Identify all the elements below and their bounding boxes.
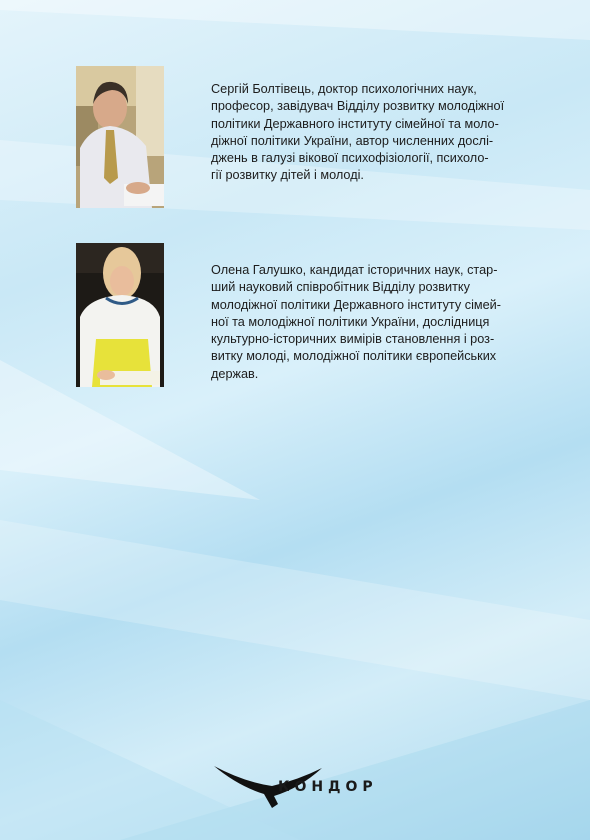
bio-line: політики Державного інституту сімейної та моло- [211,116,499,131]
bio-line: молодіжної політики Державного інституту сімей- [211,297,501,312]
author-bio [211,81,551,185]
bio-line: Олена Галушко, кандидат історичних наук, стар- [211,263,498,277]
bio-line: діжної політики України, автор численних дослі- [211,133,494,148]
bio-line: культурно-історичних вимірів становлення і роз- [211,332,495,347]
bio-line: ший науковий співробітник Відділу розвитку [211,280,470,295]
bio-line: ної та молодіжної політики України, дослідниця [211,314,490,329]
author-photo [76,243,164,387]
portrait-woman-photo [76,243,164,387]
publisher-name: КОНДОР [278,779,378,795]
bio-line: держав. [211,366,259,381]
bio-line: витку молоді, молодіжної політики європейських [211,349,497,364]
author-bio [211,262,551,383]
publisher-logo [214,764,404,808]
bio-line: джень в галузі вікової психофізіології, психоло- [211,151,489,166]
bio-line: Сергій Болтівець, доктор психологічних наук, [211,82,477,96]
bio-line: професор, завідувач Відділу розвитку молодіжної [211,99,505,114]
portrait-man-photo [76,66,164,208]
author-photo [76,66,164,208]
bio-line: гії розвитку дітей і молоді. [211,168,364,183]
